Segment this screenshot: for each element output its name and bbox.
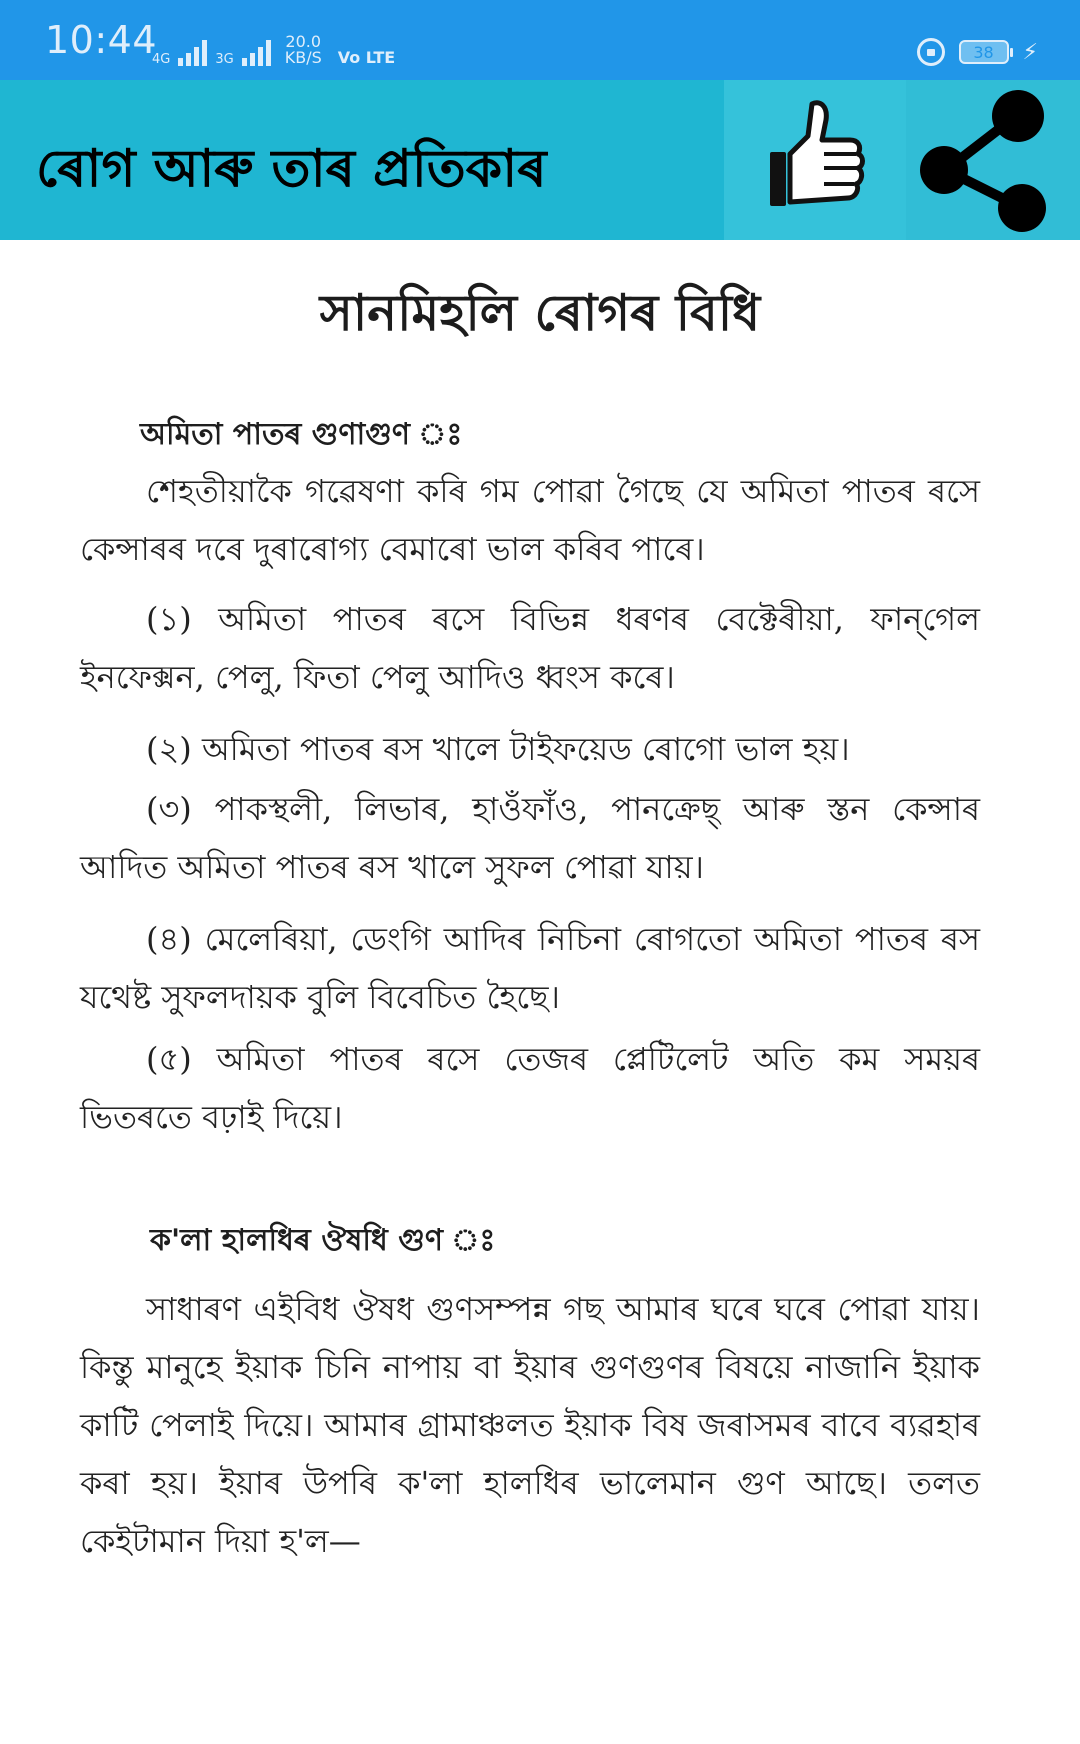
status-time: 10:44	[45, 18, 158, 62]
signal-icon	[178, 40, 207, 66]
list-item: (২) অমিতা পাতৰ ৰস খালে টাইফয়েড ৰোগো ভাল হয়।	[146, 730, 850, 768]
status-left-icons	[152, 34, 395, 66]
list-item: (৪) মেলেৰিয়া, ডেংগি আদিৰ নিচিনা ৰোগতো অমিতা পাতৰ ৰস যথেষ্ট সুফলদায়ক বুলি বিবেচিত হৈছে।	[80, 920, 980, 1016]
section-text-kola-haldhi: সাধাৰণ এইবিধ ঔষধ গুণসম্পন্ন গছ আমাৰ ঘৰে ঘৰে পোৱা যায়। কিন্তু মানুহে ইয়াক চিনি নাপায় বা ইয়াৰ গুণগুণৰ বিষয়ে নাজানি ইয়াক কাটি পেলাই দিয়ে। আমাৰ গ্ৰামাঞ্চলত ইয়াক বিষ জৰাসমৰ বাবে ব্যৱহাৰ কৰা হয়। ইয়াৰ উপৰি ক'লা হালধিৰ ভালেমান গুণ আছে। তলত কেইটামান দিয়া হ'ল—	[80, 1290, 980, 1560]
speed-value: 20.0	[285, 32, 322, 51]
volte-label: Vo LTE	[337, 48, 396, 67]
network-4g-label: 4G	[152, 52, 171, 67]
like-button[interactable]	[724, 80, 906, 240]
status-bar	[0, 0, 1080, 80]
speed-unit: KB/S	[284, 48, 322, 67]
section-title-kola-haldhi: ক'লা হালধিৰ ঔষধি গুণ ঃ	[150, 1223, 496, 1258]
content-page[interactable]	[0, 240, 1080, 1744]
share-button[interactable]	[906, 80, 1080, 240]
charging-icon: ⚡	[1022, 39, 1038, 65]
share-icon	[906, 80, 1080, 240]
battery-icon	[959, 40, 1009, 64]
network-3g-label: 3G	[215, 52, 234, 67]
section-title-amita: অমিতা পাতৰ গুণাগুণ ঃ	[140, 417, 463, 452]
network-speed	[285, 34, 322, 66]
section-intro-amita: শেহতীয়াকৈ গৱেষণা কৰি গম পোৱা গৈছে যে অমিতা পাতৰ ৰসে কেন্সাৰৰ দৰে দুৰাৰোগ্য বেমাৰো ভাল কৰিব পাৰে।	[80, 472, 980, 568]
thumbs-up-icon	[724, 80, 906, 240]
list-item: (৩) পাকস্থলী, লিভাৰ, হাওঁফাঁও, পানক্ৰেছ্‌ আৰু স্তন কেন্সাৰ আদিত অমিতা পাতৰ ৰস খালে সুফল পোৱা যায়।	[80, 790, 980, 886]
page-heading: সানমিহলি ৰোগৰ বিধি	[319, 283, 761, 342]
list-item: (৫) অমিতা পাতৰ ৰসে তেজৰ প্লেটিলেট অতি কম সময়ৰ ভিতৰতে বঢ়াই দিয়ে।	[80, 1040, 980, 1136]
battery-level: 38	[973, 42, 994, 62]
app-title: ৰোগ আৰু তাৰ প্ৰতিকাৰ	[36, 139, 547, 199]
status-right-icons	[917, 38, 1038, 66]
list-item: (১) অমিতা পাতৰ ৰসে বিভিন্ন ধৰণৰ বেক্টেৰীয়া, ফান্‌গেল ইনফেক্সন, পেলু, ফিতা পেলু আদিও ধ্বংস কৰে।	[80, 600, 980, 696]
rotation-lock-icon	[917, 38, 945, 66]
signal-icon-2	[242, 40, 271, 66]
